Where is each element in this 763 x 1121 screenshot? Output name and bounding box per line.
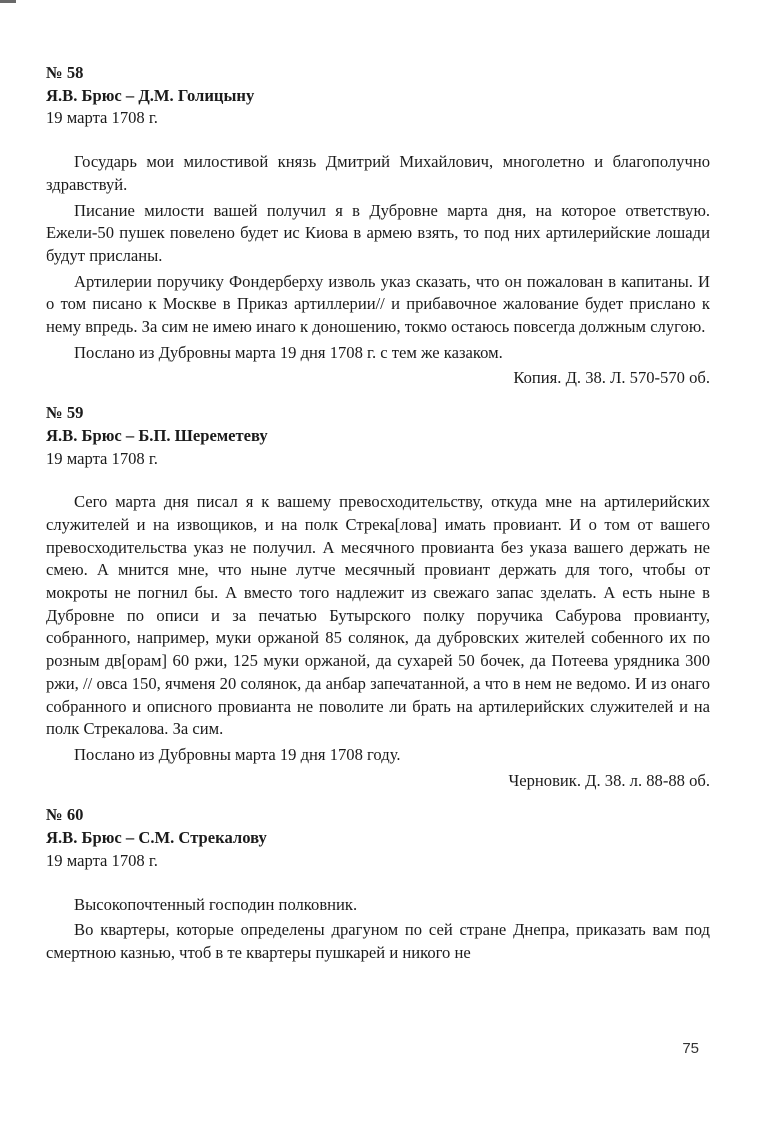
document-number: № 60 <box>46 805 84 825</box>
document-59 <box>46 402 710 792</box>
paragraph: Писание милости вашей получил я в Дубровне марта дня, на которое ответствую. Ежели-50 пушек повелено будет ис Киова в армею взять, то под них артилерийские лошади будут присланы. <box>46 200 710 265</box>
document-58 <box>46 62 710 390</box>
paragraph: Во квартеры, которые определены драгуном по сей стране Днепра, приказать вам под смертною казнью, чтоб в те квартеры пушкарей и никого не <box>46 920 710 962</box>
archive-source: Копия. Д. 38. Л. 570-570 об. <box>513 368 710 388</box>
document-number: № 58 <box>46 63 84 82</box>
document-heading: Я.В. Брюс – Б.П. Шереметеву <box>46 425 268 445</box>
paragraph: Сего марта дня писал я к вашему превосходительству, откуда мне на артилерийских служителей и на извощиков, и на полк Стрека[лова] имать провиант. И о том от вашего превосходительства указ не получил. А месячного провианта без указа вашего держать не смею. А мнится мне, что ныне лутче месячный провиант держать для того, чтобы от мокроты не погнил бы. А вместо того надлежит из свежаго запас зделать. А есть ныне в Дубровне по описи и за печатью Бутырского полку поручика Сабурова провианту, собранного, например, муки оржаной 85 солянок, да дубровских жителей собенного их по розным дв[орам] 60 ржи, 125 муки оржаной, да сухарей 50 бочек, да Потеева урядника 300 ржи, // овса 150, ячменя 20 солянок, да анбар запечатанной, а что в нем не ведомо. И из онаго собранного и описного провианта не поволите ли брать на артилерийских служителей и на полк Стрекалова. За сим. <box>46 492 710 739</box>
document-body <box>46 491 710 766</box>
scan-corner-mark <box>0 0 16 3</box>
paragraph: Послано из Дубровны марта 19 дня 1708 г. с тем же казаком. <box>74 342 503 362</box>
document-body <box>46 894 710 965</box>
paragraph: Государь мои милостивой князь Дмитрий Михайлович, многолетно и благополучно здравствуй. <box>46 152 710 194</box>
document-number: № 59 <box>46 403 84 423</box>
paragraph: Артилерии поручику Фондерберху изволь указ сказать, что он пожалован в капитаны. И о том писано к Москве в Приказ артиллерии// и прибавочное жалование будет прислано к нему впредь. За сим не имею инаго к доношению, токмо остаюсь повсегда должным слугою. <box>46 271 710 337</box>
document-heading: Я.В. Брюс – Д.М. Голицыну <box>46 85 255 105</box>
document-60 <box>46 804 710 964</box>
paragraph: Послано из Дубровны марта 19 дня 1708 году. <box>74 744 401 764</box>
document-heading: Я.В. Брюс – С.М. Стрекалову <box>46 828 267 848</box>
document-date: 19 марта 1708 г. <box>46 850 158 870</box>
paragraph: Высокопочтенный господин полковник. <box>74 894 358 914</box>
document-body <box>46 151 710 364</box>
archive-source: Черновик. Д. 38. л. 88-88 об. <box>508 770 710 790</box>
document-date: 19 марта 1708 г. <box>46 108 158 128</box>
document-date: 19 марта 1708 г. <box>46 448 158 468</box>
page-number: 75 <box>682 1040 699 1057</box>
document-page <box>46 62 710 968</box>
